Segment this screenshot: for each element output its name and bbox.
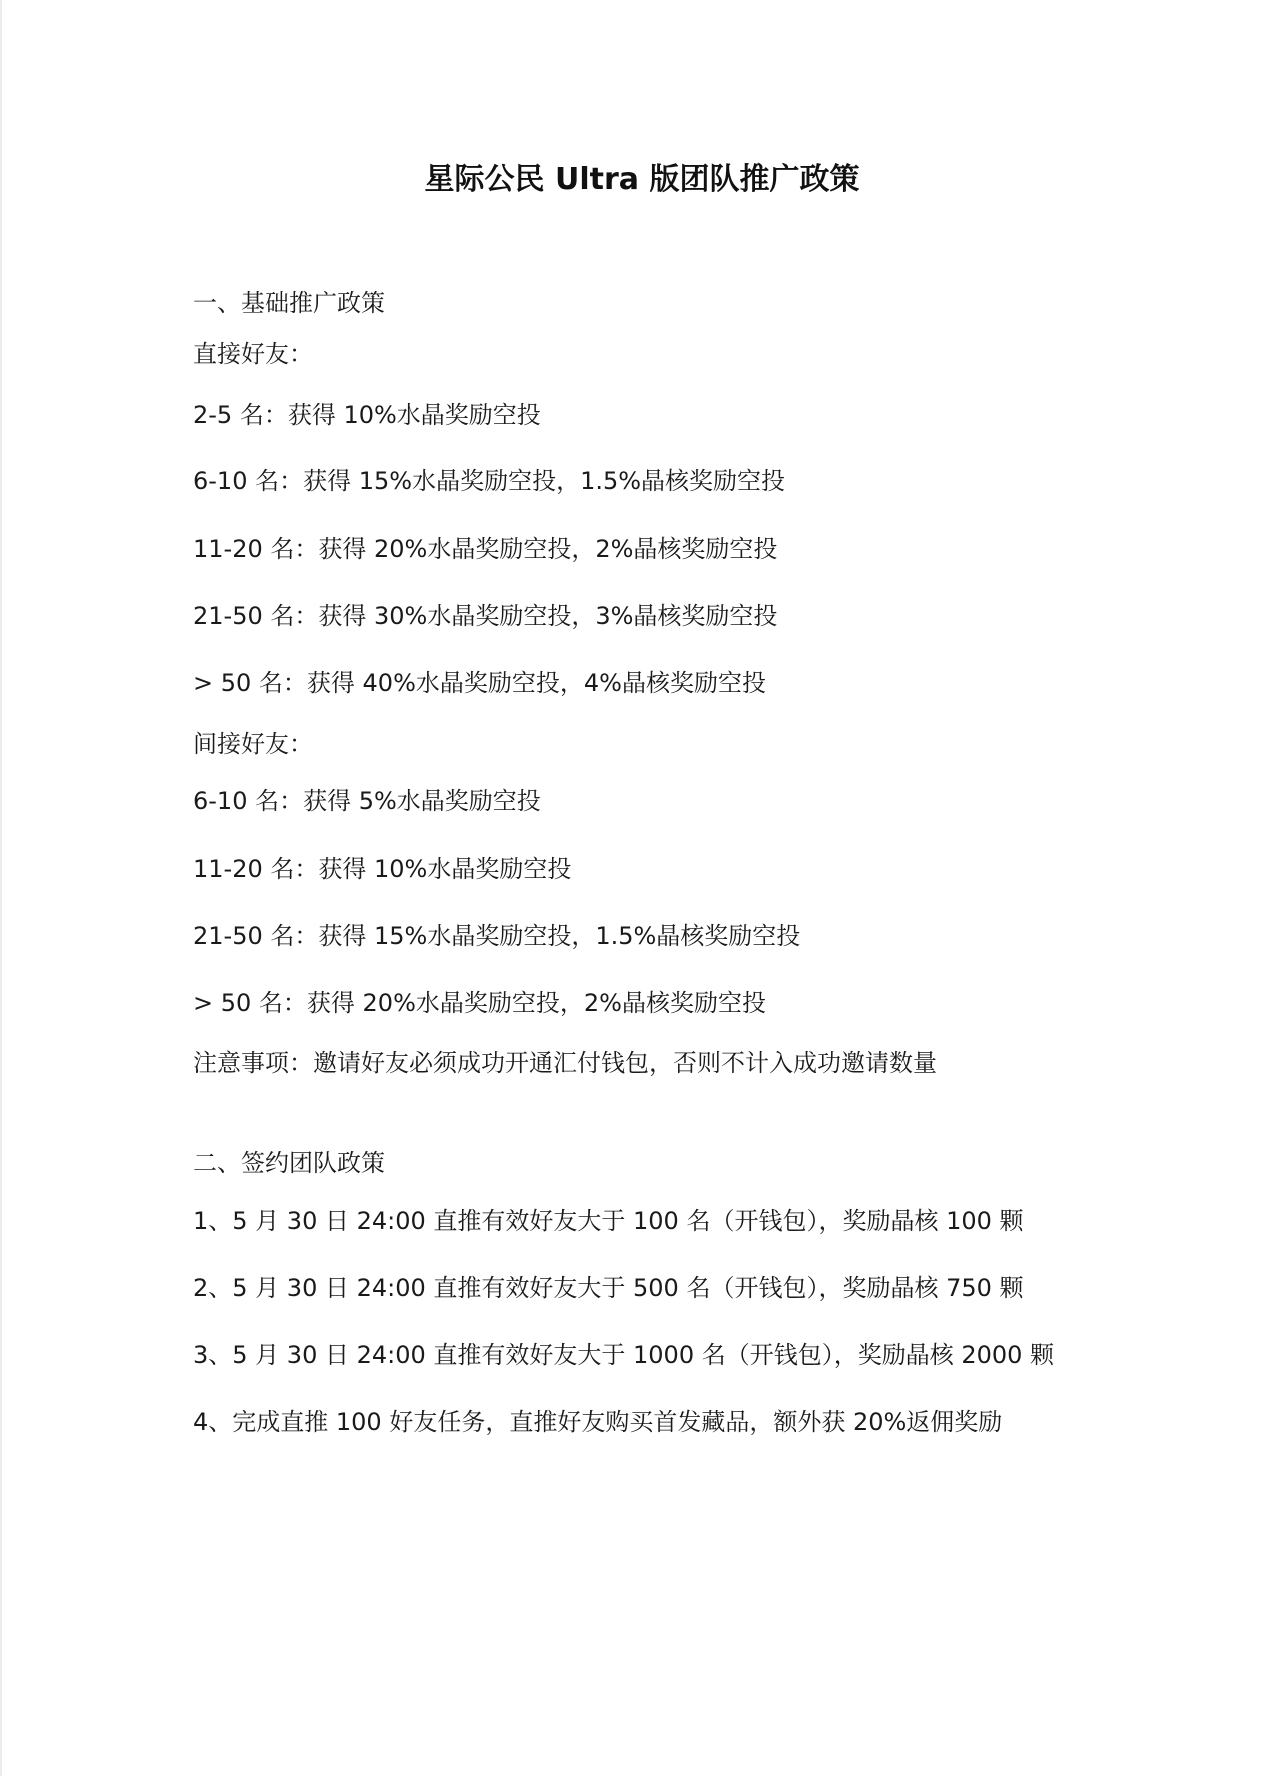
direct-friends-item: > 50 名：获得 40%水晶奖励空投，4%晶核奖励空投 [193,669,766,697]
document-title: 星际公民 Ultra 版团队推广政策 [424,162,860,197]
indirect-friends-item: 6-10 名：获得 5%水晶奖励空投 [193,787,541,815]
direct-friends-item: 6-10 名：获得 15%水晶奖励空投，1.5%晶核奖励空投 [193,467,786,495]
team-policy-item: 1、5 月 30 日 24:00 直推有效好友大于 100 名（开钱包），奖励晶核 100 颗 [193,1207,1024,1235]
direct-friends-item: 21-50 名：获得 30%水晶奖励空投，3%晶核奖励空投 [193,602,778,630]
page-edge-divider [0,0,2,1776]
indirect-friends-item: 21-50 名：获得 15%水晶奖励空投，1.5%晶核奖励空投 [193,922,801,950]
section-2-heading: 二、签约团队政策 [193,1149,385,1177]
team-policy-item: 2、5 月 30 日 24:00 直推有效好友大于 500 名（开钱包），奖励晶核 750 颗 [193,1274,1024,1302]
indirect-friends-item: 11-20 名：获得 10%水晶奖励空投 [193,855,572,883]
direct-friends-item: 11-20 名：获得 20%水晶奖励空投，2%晶核奖励空投 [193,535,778,563]
indirect-friends-label: 间接好友： [193,730,313,758]
team-policy-item: 4、完成直推 100 好友任务，直推好友购买首发藏品，额外获 20%返佣奖励 [193,1408,1003,1436]
team-policy-item: 3、5 月 30 日 24:00 直推有效好友大于 1000 名（开钱包），奖励晶核 2000 颗 [193,1341,1055,1369]
direct-friends-item: 2-5 名：获得 10%水晶奖励空投 [193,401,541,429]
section-1-heading: 一、基础推广政策 [193,289,385,317]
indirect-friends-item: > 50 名：获得 20%水晶奖励空投，2%晶核奖励空投 [193,989,766,1017]
direct-friends-label: 直接好友： [193,340,313,368]
note-text: 注意事项：邀请好友必须成功开通汇付钱包，否则不计入成功邀请数量 [193,1049,937,1077]
